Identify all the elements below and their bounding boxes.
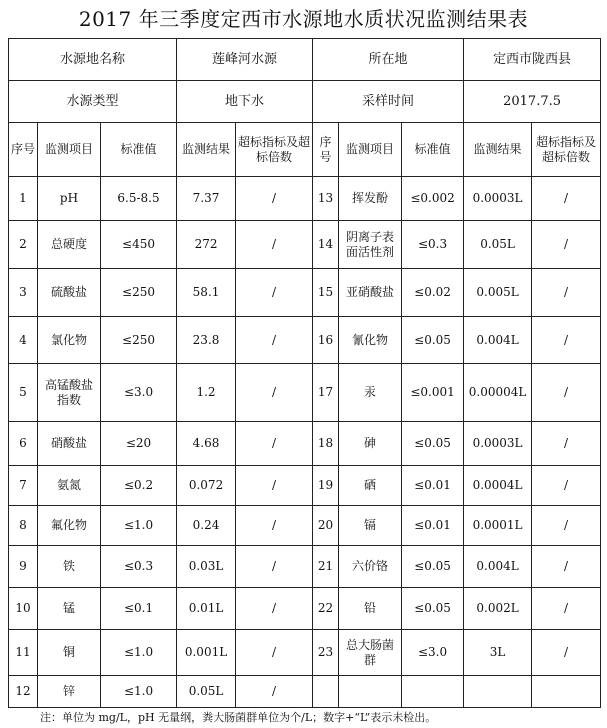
row-no: 18 <box>313 422 339 466</box>
row-no: 16 <box>313 317 339 364</box>
row-standard: ≤0.05 <box>402 546 464 588</box>
row-no: 20 <box>313 506 339 546</box>
table-row <box>9 466 601 506</box>
row-result: 1.2 <box>177 364 236 422</box>
row-item: pH <box>38 177 101 221</box>
table-row <box>9 546 601 588</box>
table-row <box>9 422 601 466</box>
row-standard: ≤0.05 <box>402 588 464 630</box>
row-result: 0.24 <box>177 506 236 546</box>
row-result: 0.005L <box>464 269 532 317</box>
row-exceed: / <box>532 506 601 546</box>
row-exceed: / <box>532 630 601 676</box>
row-item: 氟化物 <box>38 506 101 546</box>
water-quality-table <box>8 38 601 708</box>
table-row <box>9 630 601 676</box>
row-item: 铁 <box>38 546 101 588</box>
info-row-1 <box>9 39 601 81</box>
row-result: 0.002L <box>464 588 532 630</box>
row-standard: ≤0.002 <box>402 177 464 221</box>
row-exceed: / <box>236 630 313 676</box>
row-item: 锌 <box>38 676 101 708</box>
table-row <box>9 506 601 546</box>
row-result: 58.1 <box>177 269 236 317</box>
row-exceed: / <box>532 221 601 269</box>
table-row <box>9 269 601 317</box>
row-no: 4 <box>9 317 38 364</box>
row-no: 21 <box>313 546 339 588</box>
row-no: 23 <box>313 630 339 676</box>
row-result: 23.8 <box>177 317 236 364</box>
row-standard: ≤0.02 <box>402 269 464 317</box>
row-no: 14 <box>313 221 339 269</box>
row-item: 硫酸盐 <box>38 269 101 317</box>
row-exceed <box>532 676 601 708</box>
row-no: 22 <box>313 588 339 630</box>
source-type-label: 水源类型 <box>9 81 177 123</box>
row-item: 总硬度 <box>38 221 101 269</box>
row-standard: ≤20 <box>101 422 177 466</box>
row-result: 0.05L <box>464 221 532 269</box>
row-item: 六价铬 <box>339 546 402 588</box>
row-result: 0.072 <box>177 466 236 506</box>
row-result: 0.0003L <box>464 177 532 221</box>
row-result: 7.37 <box>177 177 236 221</box>
row-no: 17 <box>313 364 339 422</box>
row-exceed: / <box>532 546 601 588</box>
row-result: 0.0004L <box>464 466 532 506</box>
sampling-date-label: 采样时间 <box>313 81 464 123</box>
row-standard: ≤3.0 <box>402 630 464 676</box>
sampling-date-value: 2017.7.5 <box>464 81 601 123</box>
col-header-no: 序号 <box>313 123 339 177</box>
row-item: 挥发酚 <box>339 177 402 221</box>
col-header-item: 监测项目 <box>339 123 402 177</box>
row-standard: ≤0.3 <box>101 546 177 588</box>
row-item: 氨氮 <box>38 466 101 506</box>
row-no: 8 <box>9 506 38 546</box>
row-exceed: / <box>236 422 313 466</box>
row-item: 硒 <box>339 466 402 506</box>
row-result: 4.68 <box>177 422 236 466</box>
row-no: 12 <box>9 676 38 708</box>
row-standard: ≤1.0 <box>101 676 177 708</box>
row-standard: 6.5-8.5 <box>101 177 177 221</box>
row-result: 0.01L <box>177 588 236 630</box>
row-item: 汞 <box>339 364 402 422</box>
source-type-value: 地下水 <box>177 81 313 123</box>
row-standard: ≤1.0 <box>101 506 177 546</box>
row-result: 0.004L <box>464 317 532 364</box>
row-result: 272 <box>177 221 236 269</box>
page-title: 2017 年三季度定西市水源地水质状况监测结果表 <box>78 7 529 31</box>
row-standard: ≤3.0 <box>101 364 177 422</box>
table-row <box>9 221 601 269</box>
row-no: 7 <box>9 466 38 506</box>
table-row <box>9 364 601 422</box>
row-exceed: / <box>532 422 601 466</box>
row-no: 11 <box>9 630 38 676</box>
row-item: 砷 <box>339 422 402 466</box>
row-item: 镉 <box>339 506 402 546</box>
row-no: 15 <box>313 269 339 317</box>
row-standard: ≤0.3 <box>402 221 464 269</box>
table-row <box>9 177 601 221</box>
row-exceed: / <box>236 676 313 708</box>
col-header-exceed: 超标指标及超标倍数 <box>236 123 313 177</box>
row-standard: ≤0.1 <box>101 588 177 630</box>
column-header-row <box>9 123 601 177</box>
row-item: 硝酸盐 <box>38 422 101 466</box>
col-header-standard: 标准值 <box>101 123 177 177</box>
row-standard: ≤1.0 <box>101 630 177 676</box>
row-exceed: / <box>532 177 601 221</box>
row-exceed: / <box>236 317 313 364</box>
row-item: 铅 <box>339 588 402 630</box>
row-result: 0.0003L <box>464 422 532 466</box>
row-item: 氰化物 <box>339 317 402 364</box>
row-exceed: / <box>236 588 313 630</box>
row-exceed: / <box>532 466 601 506</box>
row-exceed: / <box>532 364 601 422</box>
row-exceed: / <box>236 546 313 588</box>
row-result: 0.004L <box>464 546 532 588</box>
row-no: 2 <box>9 221 38 269</box>
row-no: 1 <box>9 177 38 221</box>
row-result <box>464 676 532 708</box>
row-standard: ≤0.01 <box>402 466 464 506</box>
row-exceed: / <box>236 177 313 221</box>
row-no: 9 <box>9 546 38 588</box>
row-no: 10 <box>9 588 38 630</box>
row-standard: ≤450 <box>101 221 177 269</box>
row-exceed: / <box>532 588 601 630</box>
row-no <box>313 676 339 708</box>
row-standard <box>402 676 464 708</box>
table-row <box>9 317 601 364</box>
row-result: 0.00004L <box>464 364 532 422</box>
row-exceed: / <box>236 221 313 269</box>
col-header-standard: 标准值 <box>402 123 464 177</box>
footnote: 注：单位为 mg/L，pH 无量纲，粪大肠菌群单位为个/L；数字+“L”表示未检出。 <box>40 711 437 724</box>
row-no: 5 <box>9 364 38 422</box>
location-label: 所在地 <box>313 39 464 81</box>
row-item: 锰 <box>38 588 101 630</box>
table-row <box>9 588 601 630</box>
row-no: 6 <box>9 422 38 466</box>
row-exceed: / <box>532 317 601 364</box>
row-result: 0.0001L <box>464 506 532 546</box>
row-standard: ≤250 <box>101 317 177 364</box>
table-row <box>9 676 601 708</box>
info-row-2 <box>9 81 601 123</box>
row-exceed: / <box>236 466 313 506</box>
row-item <box>339 676 402 708</box>
col-header-result: 监测结果 <box>464 123 532 177</box>
row-exceed: / <box>236 364 313 422</box>
row-standard: ≤250 <box>101 269 177 317</box>
row-exceed: / <box>532 269 601 317</box>
col-header-no: 序号 <box>9 123 38 177</box>
row-exceed: / <box>236 506 313 546</box>
row-standard: ≤0.2 <box>101 466 177 506</box>
row-result: 3L <box>464 630 532 676</box>
source-name-value: 莲峰河水源 <box>177 39 313 81</box>
source-name-label: 水源地名称 <box>9 39 177 81</box>
row-result: 0.001L <box>177 630 236 676</box>
row-item: 高锰酸盐指数 <box>38 364 101 422</box>
row-standard: ≤0.05 <box>402 317 464 364</box>
row-no: 19 <box>313 466 339 506</box>
row-result: 0.03L <box>177 546 236 588</box>
col-header-item: 监测项目 <box>38 123 101 177</box>
row-item: 阴离子表面活性剂 <box>339 221 402 269</box>
row-item: 铜 <box>38 630 101 676</box>
col-header-exceed: 超标指标及超标倍数 <box>532 123 601 177</box>
row-item: 总大肠菌群 <box>339 630 402 676</box>
row-result: 0.05L <box>177 676 236 708</box>
row-no: 3 <box>9 269 38 317</box>
row-item: 亚硝酸盐 <box>339 269 402 317</box>
location-value: 定西市陇西县 <box>464 39 601 81</box>
row-item: 氯化物 <box>38 317 101 364</box>
row-exceed: / <box>236 269 313 317</box>
col-header-result: 监测结果 <box>177 123 236 177</box>
row-standard: ≤0.001 <box>402 364 464 422</box>
row-standard: ≤0.05 <box>402 422 464 466</box>
row-no: 13 <box>313 177 339 221</box>
row-standard: ≤0.01 <box>402 506 464 546</box>
